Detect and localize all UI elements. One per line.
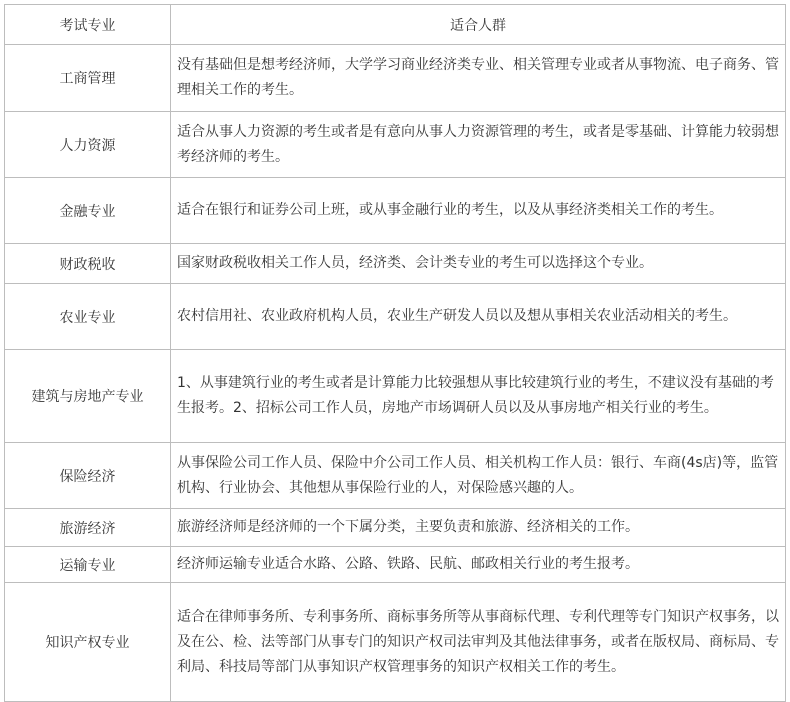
audience-cell: 农村信用社、农业政府机构人员，农业生产研发人员以及想从事相关农业活动相关的考生。 [171,284,786,350]
audience-cell: 旅游经济师是经济师的一个下属分类，主要负责和旅游、经济相关的工作。 [171,509,786,547]
table-row [5,45,786,112]
table-row [5,350,786,443]
major-cell: 旅游经济 [5,509,171,547]
table-row [5,284,786,350]
audience-cell: 适合在律师事务所、专利事务所、商标事务所等从事商标代理、专利代理等专门知识产权事务，以及在公、检、法等部门从事专门的知识产权司法审判及其他法律事务，或者在版权局、商标局、专利局、科技局等部门从事知识产权管理事务的知识产权相关工作的考生。 [171,583,786,702]
major-cell: 人力资源 [5,112,171,178]
major-cell: 工商管理 [5,45,171,112]
audience-cell: 经济师运输专业适合水路、公路、铁路、民航、邮政相关行业的考生报考。 [171,547,786,583]
major-cell: 保险经济 [5,443,171,509]
major-cell: 金融专业 [5,178,171,244]
table-row [5,583,786,702]
audience-cell: 适合从事人力资源的考生或者是有意向从事人力资源管理的考生，或者是零基础、计算能力较弱想考经济师的考生。 [171,112,786,178]
major-cell: 知识产权专业 [5,583,171,702]
major-cell: 建筑与房地产专业 [5,350,171,443]
header-row [5,5,786,45]
table-body [5,45,786,702]
majors-table [4,4,786,702]
major-cell: 运输专业 [5,547,171,583]
table-row [5,443,786,509]
table-row [5,244,786,284]
table-header [5,5,786,45]
header-exam-major: 考试专业 [5,5,171,45]
table-row [5,547,786,583]
table-row [5,112,786,178]
audience-cell: 适合在银行和证券公司上班，或从事金融行业的考生，以及从事经济类相关工作的考生。 [171,178,786,244]
header-suitable-audience: 适合人群 [171,5,786,45]
table-row [5,509,786,547]
audience-cell: 从事保险公司工作人员、保险中介公司工作人员、相关机构工作人员：银行、车商(4s店)等，监管机构、行业协会、其他想从事保险行业的人，对保险感兴趣的人。 [171,443,786,509]
audience-cell: 国家财政税收相关工作人员，经济类、会计类专业的考生可以选择这个专业。 [171,244,786,284]
table-row [5,178,786,244]
major-cell: 财政税收 [5,244,171,284]
audience-cell: 没有基础但是想考经济师，大学学习商业经济类专业、相关管理专业或者从事物流、电子商务、管理相关工作的考生。 [171,45,786,112]
major-cell: 农业专业 [5,284,171,350]
audience-cell: 1、从事建筑行业的考生或者是计算能力比较强想从事比较建筑行业的考生，不建议没有基础的考生报考。2、招标公司工作人员，房地产市场调研人员以及从事房地产相关行业的考生。 [171,350,786,443]
